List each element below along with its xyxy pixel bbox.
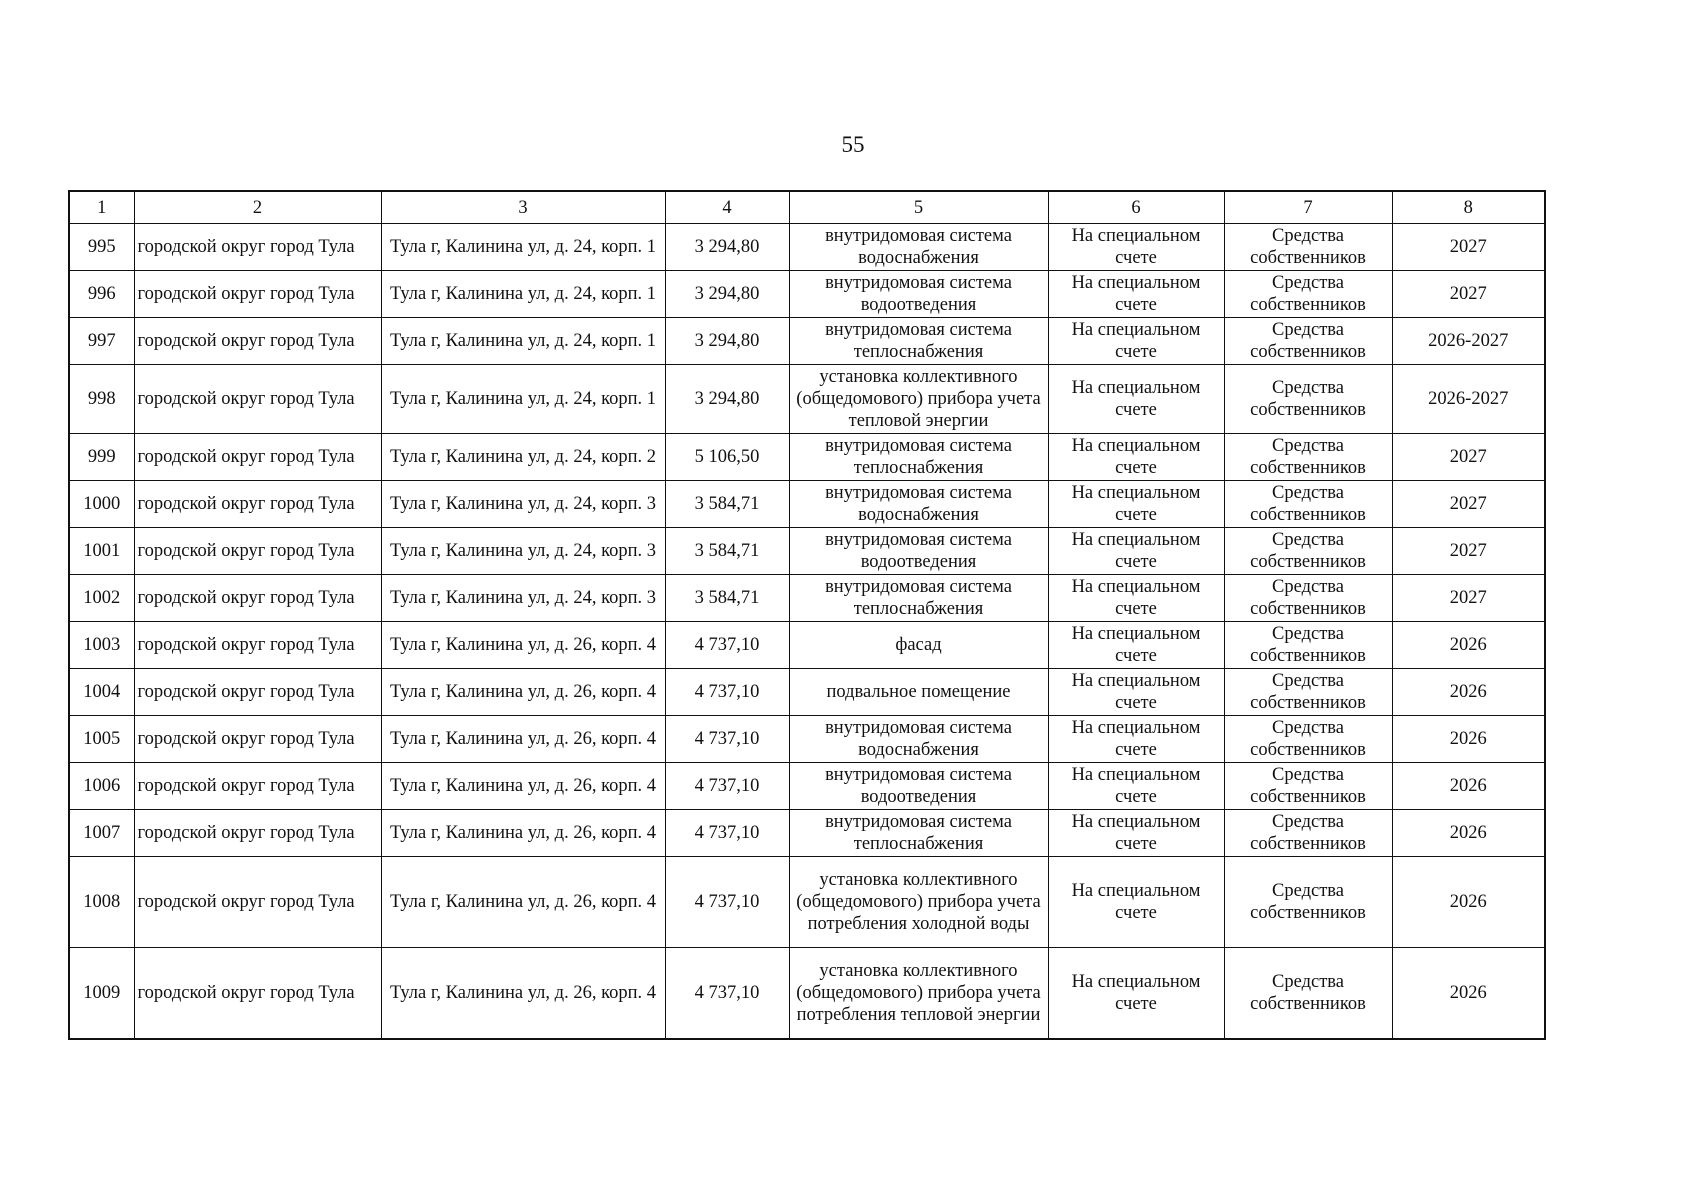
- table-row: [69, 763, 1545, 810]
- funding-source-cell: Средства собственников: [1224, 948, 1392, 1040]
- fund-method-cell: На специальном счете: [1048, 763, 1224, 810]
- area-cell: 4 737,10: [665, 810, 789, 857]
- table-row: [69, 716, 1545, 763]
- address-cell: Тула г, Калинина ул, д. 24, корп. 1: [381, 318, 665, 365]
- address-cell: Тула г, Калинина ул, д. 24, корп. 3: [381, 575, 665, 622]
- column-header: 8: [1392, 191, 1545, 224]
- funding-source-cell: Средства собственников: [1224, 857, 1392, 948]
- period-cell: 2026: [1392, 857, 1545, 948]
- fund-method-cell: На специальном счете: [1048, 716, 1224, 763]
- work-type-cell: установка коллективного (общедомового) прибора учета потребления тепловой энергии: [789, 948, 1048, 1040]
- table-row: [69, 948, 1545, 1040]
- area-cell: 5 106,50: [665, 434, 789, 481]
- column-header: 7: [1224, 191, 1392, 224]
- fund-method-cell: На специальном счете: [1048, 575, 1224, 622]
- table-row: [69, 575, 1545, 622]
- period-cell: 2027: [1392, 271, 1545, 318]
- fund-method-cell: На специальном счете: [1048, 948, 1224, 1040]
- area-cell: 4 737,10: [665, 622, 789, 669]
- fund-method-cell: На специальном счете: [1048, 481, 1224, 528]
- period-cell: 2027: [1392, 434, 1545, 481]
- work-type-cell: фасад: [789, 622, 1048, 669]
- municipality-cell: городской округ город Тула: [134, 575, 381, 622]
- work-type-cell: внутридомовая система теплоснабжения: [789, 575, 1048, 622]
- capital-repair-table: [68, 190, 1546, 1040]
- period-cell: 2026-2027: [1392, 365, 1545, 434]
- area-cell: 4 737,10: [665, 716, 789, 763]
- row-number-cell: 999: [69, 434, 134, 481]
- row-number-cell: 1005: [69, 716, 134, 763]
- area-cell: 3 294,80: [665, 271, 789, 318]
- fund-method-cell: На специальном счете: [1048, 810, 1224, 857]
- work-type-cell: установка коллективного (общедомового) прибора учета потребления холодной воды: [789, 857, 1048, 948]
- municipality-cell: городской округ город Тула: [134, 528, 381, 575]
- work-type-cell: внутридомовая система водоотведения: [789, 271, 1048, 318]
- table-row: [69, 271, 1545, 318]
- period-cell: 2027: [1392, 481, 1545, 528]
- row-number-cell: 1006: [69, 763, 134, 810]
- address-cell: Тула г, Калинина ул, д. 24, корп. 2: [381, 434, 665, 481]
- municipality-cell: городской округ город Тула: [134, 948, 381, 1040]
- funding-source-cell: Средства собственников: [1224, 481, 1392, 528]
- fund-method-cell: На специальном счете: [1048, 857, 1224, 948]
- area-cell: 4 737,10: [665, 948, 789, 1040]
- table-row: [69, 669, 1545, 716]
- table-row: [69, 224, 1545, 271]
- address-cell: Тула г, Калинина ул, д. 24, корп. 1: [381, 271, 665, 318]
- page-number: 55: [841, 132, 865, 157]
- funding-source-cell: Средства собственников: [1224, 669, 1392, 716]
- funding-source-cell: Средства собственников: [1224, 810, 1392, 857]
- work-type-cell: внутридомовая система водоотведения: [789, 528, 1048, 575]
- work-type-cell: внутридомовая система водоснабжения: [789, 481, 1048, 528]
- column-header: 4: [665, 191, 789, 224]
- work-type-cell: внутридомовая система теплоснабжения: [789, 318, 1048, 365]
- funding-source-cell: Средства собственников: [1224, 716, 1392, 763]
- funding-source-cell: Средства собственников: [1224, 575, 1392, 622]
- address-cell: Тула г, Калинина ул, д. 24, корп. 1: [381, 365, 665, 434]
- funding-source-cell: Средства собственников: [1224, 622, 1392, 669]
- row-number-cell: 1002: [69, 575, 134, 622]
- row-number-cell: 995: [69, 224, 134, 271]
- period-cell: 2026: [1392, 810, 1545, 857]
- municipality-cell: городской округ город Тула: [134, 810, 381, 857]
- table-row: [69, 365, 1545, 434]
- row-number-cell: 1008: [69, 857, 134, 948]
- row-number-cell: 997: [69, 318, 134, 365]
- area-cell: 3 294,80: [665, 318, 789, 365]
- funding-source-cell: Средства собственников: [1224, 763, 1392, 810]
- work-type-cell: внутридомовая система водоотведения: [789, 763, 1048, 810]
- row-number-cell: 1003: [69, 622, 134, 669]
- municipality-cell: городской округ город Тула: [134, 318, 381, 365]
- area-cell: 4 737,10: [665, 763, 789, 810]
- address-cell: Тула г, Калинина ул, д. 24, корп. 3: [381, 481, 665, 528]
- work-type-cell: внутридомовая система водоснабжения: [789, 224, 1048, 271]
- table-row: [69, 622, 1545, 669]
- fund-method-cell: На специальном счете: [1048, 434, 1224, 481]
- area-cell: 3 294,80: [665, 365, 789, 434]
- funding-source-cell: Средства собственников: [1224, 434, 1392, 481]
- column-header: 2: [134, 191, 381, 224]
- address-cell: Тула г, Калинина ул, д. 26, корп. 4: [381, 622, 665, 669]
- municipality-cell: городской округ город Тула: [134, 669, 381, 716]
- fund-method-cell: На специальном счете: [1048, 365, 1224, 434]
- funding-source-cell: Средства собственников: [1224, 318, 1392, 365]
- municipality-cell: городской округ город Тула: [134, 857, 381, 948]
- period-cell: 2026: [1392, 948, 1545, 1040]
- period-cell: 2027: [1392, 575, 1545, 622]
- area-cell: 4 737,10: [665, 669, 789, 716]
- table-row: [69, 810, 1545, 857]
- fund-method-cell: На специальном счете: [1048, 528, 1224, 575]
- row-number-cell: 1000: [69, 481, 134, 528]
- work-type-cell: установка коллективного (общедомового) прибора учета тепловой энергии: [789, 365, 1048, 434]
- header-row: [69, 191, 1545, 224]
- address-cell: Тула г, Калинина ул, д. 24, корп. 1: [381, 224, 665, 271]
- period-cell: 2026-2027: [1392, 318, 1545, 365]
- area-cell: 3 584,71: [665, 481, 789, 528]
- address-cell: Тула г, Калинина ул, д. 26, корп. 4: [381, 716, 665, 763]
- municipality-cell: городской округ город Тула: [134, 622, 381, 669]
- period-cell: 2026: [1392, 669, 1545, 716]
- table-row: [69, 481, 1545, 528]
- period-cell: 2026: [1392, 763, 1545, 810]
- municipality-cell: городской округ город Тула: [134, 763, 381, 810]
- fund-method-cell: На специальном счете: [1048, 318, 1224, 365]
- address-cell: Тула г, Калинина ул, д. 24, корп. 3: [381, 528, 665, 575]
- work-type-cell: внутридомовая система теплоснабжения: [789, 434, 1048, 481]
- table-row: [69, 318, 1545, 365]
- row-number-cell: 1001: [69, 528, 134, 575]
- address-cell: Тула г, Калинина ул, д. 26, корп. 4: [381, 857, 665, 948]
- row-number-cell: 1007: [69, 810, 134, 857]
- work-type-cell: внутридомовая система водоснабжения: [789, 716, 1048, 763]
- table-row: [69, 528, 1545, 575]
- municipality-cell: городской округ город Тула: [134, 716, 381, 763]
- address-cell: Тула г, Калинина ул, д. 26, корп. 4: [381, 810, 665, 857]
- area-cell: 3 584,71: [665, 528, 789, 575]
- funding-source-cell: Средства собственников: [1224, 271, 1392, 318]
- fund-method-cell: На специальном счете: [1048, 622, 1224, 669]
- area-cell: 4 737,10: [665, 857, 789, 948]
- row-number-cell: 1004: [69, 669, 134, 716]
- municipality-cell: городской округ город Тула: [134, 224, 381, 271]
- table-row: [69, 434, 1545, 481]
- table-body: [69, 224, 1545, 1040]
- funding-source-cell: Средства собственников: [1224, 528, 1392, 575]
- period-cell: 2026: [1392, 716, 1545, 763]
- column-header: 1: [69, 191, 134, 224]
- municipality-cell: городской округ город Тула: [134, 481, 381, 528]
- column-header: 6: [1048, 191, 1224, 224]
- work-type-cell: подвальное помещение: [789, 669, 1048, 716]
- fund-method-cell: На специальном счете: [1048, 224, 1224, 271]
- area-cell: 3 584,71: [665, 575, 789, 622]
- funding-source-cell: Средства собственников: [1224, 224, 1392, 271]
- table-row: [69, 857, 1545, 948]
- period-cell: 2027: [1392, 528, 1545, 575]
- column-header: 3: [381, 191, 665, 224]
- municipality-cell: городской округ город Тула: [134, 365, 381, 434]
- column-header: 5: [789, 191, 1048, 224]
- address-cell: Тула г, Калинина ул, д. 26, корп. 4: [381, 669, 665, 716]
- address-cell: Тула г, Калинина ул, д. 26, корп. 4: [381, 948, 665, 1040]
- row-number-cell: 996: [69, 271, 134, 318]
- row-number-cell: 1009: [69, 948, 134, 1040]
- funding-source-cell: Средства собственников: [1224, 365, 1392, 434]
- municipality-cell: городской округ город Тула: [134, 271, 381, 318]
- fund-method-cell: На специальном счете: [1048, 669, 1224, 716]
- work-type-cell: внутридомовая система теплоснабжения: [789, 810, 1048, 857]
- period-cell: 2027: [1392, 224, 1545, 271]
- row-number-cell: 998: [69, 365, 134, 434]
- area-cell: 3 294,80: [665, 224, 789, 271]
- period-cell: 2026: [1392, 622, 1545, 669]
- address-cell: Тула г, Калинина ул, д. 26, корп. 4: [381, 763, 665, 810]
- municipality-cell: городской округ город Тула: [134, 434, 381, 481]
- fund-method-cell: На специальном счете: [1048, 271, 1224, 318]
